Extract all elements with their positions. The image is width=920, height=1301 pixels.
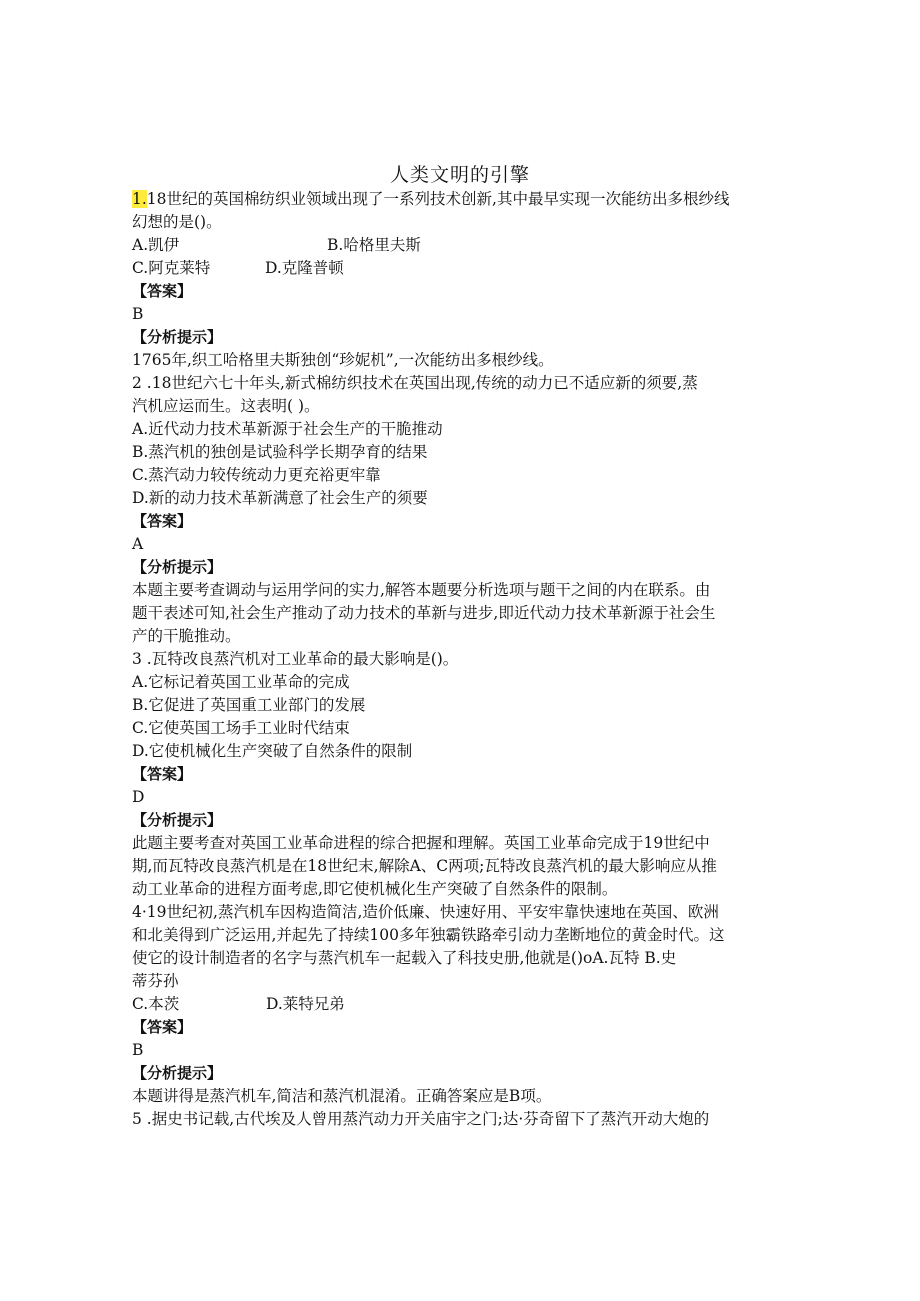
q3-analysis-line2: 期,而瓦特改良蒸汽机是在18世纪末,解除A、C两项;瓦特改良蒸汽机的最大影响应从推 (132, 857, 717, 875)
q1-option-d: D.克隆普顿 (265, 259, 344, 277)
q1-analysis-label: 【分析提示】 (132, 328, 223, 346)
q4-answer: B (132, 1041, 144, 1059)
q4-analysis: 本题讲得是蒸汽机车,简洁和蒸汽机混淆。正确答案应是B项。 (132, 1087, 552, 1105)
q2-analysis-label: 【分析提示】 (132, 558, 223, 576)
q1-options-row2 (132, 257, 792, 280)
q2-answer: A (132, 535, 144, 553)
q1-answer-label: 【答案】 (132, 282, 193, 300)
q3-analysis-label: 【分析提示】 (132, 811, 223, 829)
q2-option-c: C.蒸汽动力较传统动力更充裕更牢靠 (132, 466, 381, 484)
q2-analysis-line2: 题干表述可知,社会生产推动了动力技术的革新与进步,即近代动力技术革新源于社会生 (132, 604, 716, 622)
q1-analysis: 1765年,织工哈格里夫斯独创“珍妮机”,一次能纺出多根纱线。 (132, 351, 554, 369)
q2-analysis-line1: 本题主要考查调动与运用学问的实力,解答本题要分析选项与题干之间的内在联系。由 (132, 581, 711, 599)
q1-options-row1 (132, 234, 792, 257)
q4-analysis-label: 【分析提示】 (132, 1064, 223, 1082)
q3-stem: 3 .瓦特改良蒸汽机对工业革命的最大影响是()。 (132, 650, 459, 668)
q3-option-d: D.它使机械化生产突破了自然条件的限制 (132, 742, 413, 760)
q1-stem-line2: 幻想的是()。 (132, 213, 222, 231)
q2-option-b: B.蒸汽机的独创是试验科学长期孕育的结果 (132, 443, 428, 461)
q1-stem-text: 18世纪的英国棉纺织业领域出现了一系列技术创新,其中最早实现一次能纺出多根纱线 (146, 190, 730, 208)
q2-stem-line1: 2 .18世纪六七十年头,新式棉纺织技术在英国出现,传统的动力已不适应新的须要,蒸 (132, 374, 698, 392)
q4-stem-line2: 和北美得到广泛运用,并起先了持续100多年独霸铁路牵引动力垄断地位的黄金时代。这 (132, 926, 725, 944)
q3-answer-label: 【答案】 (132, 765, 193, 783)
q4-options-row (132, 993, 792, 1016)
document-body (132, 188, 792, 1131)
q4-answer-label: 【答案】 (132, 1018, 193, 1036)
q5-stem-line1: 5 .据史书记载,古代埃及人曾用蒸汽动力开关庙宇之门;达·芬奇留下了蒸汽开动大炮的 (132, 1110, 710, 1128)
q4-stem-line1: 4·19世纪初,蒸汽机车因构造简洁,造价低廉、快速好用、平安牢靠快速地在英国、欧洲 (132, 903, 719, 921)
q2-analysis-line3: 产的干脆推动。 (132, 627, 241, 645)
q2-option-a: A.近代动力技术革新源于社会生产的干脆推动 (132, 420, 443, 438)
q3-option-c: C.它使英国工场手工业时代结束 (132, 719, 350, 737)
q4-stem-line4: 蒂芬孙 (132, 972, 179, 990)
q3-analysis-line1: 此题主要考查对英国工业革命进程的综合把握和理解。英国工业革命完成于19世纪中 (132, 834, 710, 852)
q4-option-c: C.本茨 (132, 995, 180, 1013)
q1-stem-line1 (132, 188, 792, 211)
q2-option-d: D.新的动力技术革新满意了社会生产的须要 (132, 489, 428, 507)
q1-answer: B (132, 305, 144, 323)
q4-option-d: D.莱特兄弟 (266, 995, 345, 1013)
q1-option-a: A.凯伊 (132, 236, 180, 254)
q3-answer: D (132, 788, 145, 806)
q3-analysis-line3: 动工业革命的进程方面考虑,即它使机械化生产突破了自然条件的限制。 (132, 880, 618, 898)
q3-option-a: A.它标记着英国工业革命的完成 (132, 673, 350, 691)
q1-number-highlight: 1. (132, 190, 147, 208)
q1-option-c: C.阿克莱特 (132, 259, 211, 277)
q3-option-b: B.它促进了英国重工业部门的发展 (132, 696, 366, 714)
q4-stem-line3: 使它的设计制造者的名字与蒸汽机车一起载入了科技史册,他就是()oA.瓦特 B.史 (132, 949, 677, 967)
document-title: 人类文明的引擎 (389, 164, 530, 186)
q2-answer-label: 【答案】 (132, 512, 193, 530)
q2-stem-line2: 汽机应运而生。这表明( )。 (132, 397, 320, 415)
q1-option-b: B.哈格里夫斯 (327, 236, 421, 254)
